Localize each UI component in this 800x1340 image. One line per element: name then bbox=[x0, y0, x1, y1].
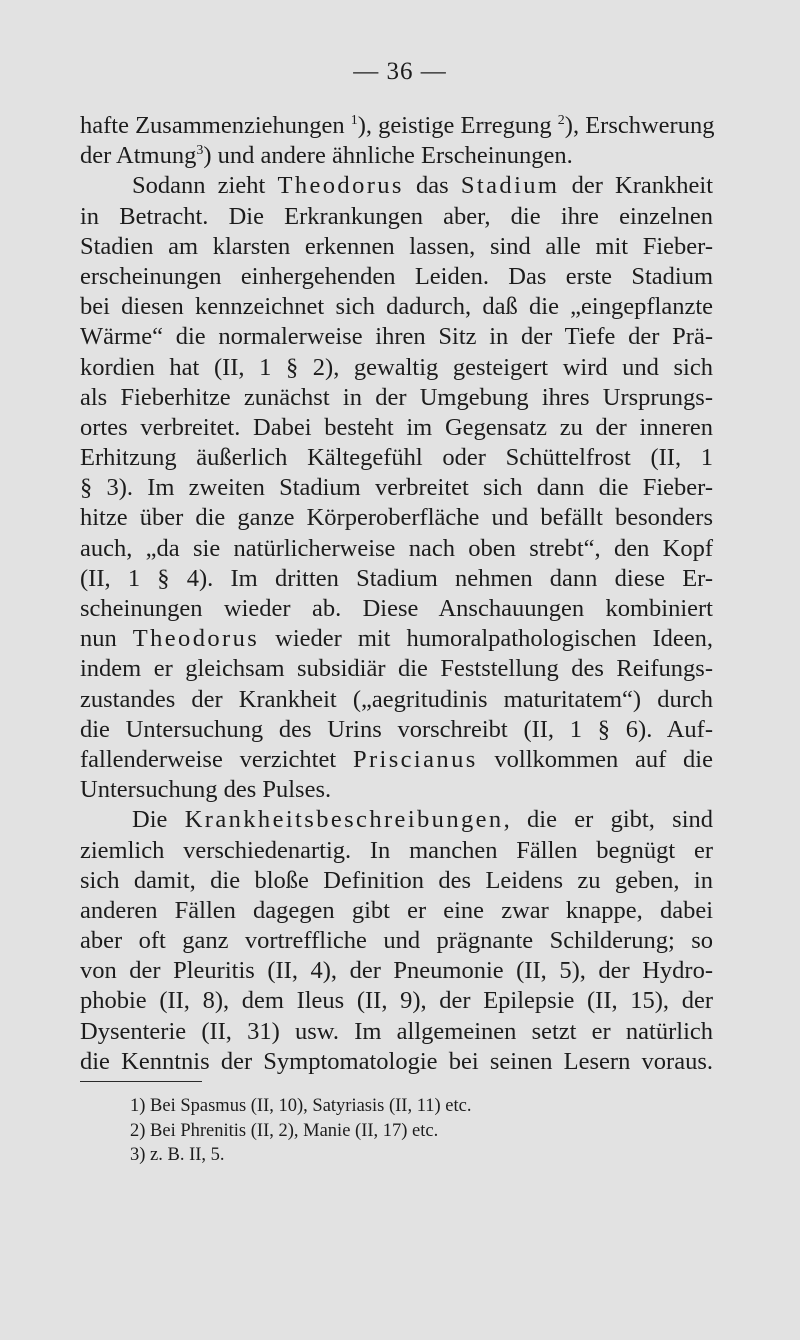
footnote-marker: 1 bbox=[350, 113, 358, 128]
text-line: Die Krankheitsbeschreibungen, die er gibt, sind bbox=[132, 806, 714, 834]
text-line: die Untersuchung des Urins vorschreibt (II, 1 § 6). Auf- bbox=[80, 715, 713, 743]
footnote: 3) z. B. II, 5. bbox=[130, 1145, 225, 1165]
body-text bbox=[80, 111, 713, 1077]
text-line: Erhitzung äußerlich Kältegefühl oder Schüttelfrost (II, 1 bbox=[80, 444, 713, 472]
footnote-marker: 3 bbox=[196, 143, 204, 159]
text-line: Dysenterie (II, 31) usw. Im allgemeinen setzt er natürlich bbox=[80, 1017, 713, 1045]
text-line: Untersuchung des Pulses. bbox=[80, 776, 332, 804]
page-number: — 36 — bbox=[353, 58, 447, 85]
text-line: hitze über die ganze Körperoberfläche und befällt besonders bbox=[80, 504, 713, 532]
text-line: zustandes der Krankheit („aegritudinis maturitatem“) durch bbox=[80, 685, 713, 713]
text-line: aber oft ganz vortreffliche und prägnante Schilderung; so bbox=[80, 927, 713, 955]
text-line: kordien hat (II, 1 § 2), gewaltig gesteigert wird und sich bbox=[80, 353, 713, 381]
text-line: als Fieberhitze zunächst in der Umgebung ihres Ursprungs- bbox=[80, 383, 713, 411]
text-line: der Atmung$^3$) und andere ähnliche Erscheinungen. bbox=[80, 142, 573, 170]
text-line: (II, 1 § 4). Im dritten Stadium nehmen dann diese Er- bbox=[80, 564, 713, 592]
spaced-name: Stadium bbox=[460, 172, 560, 200]
text-line: ortes verbreitet. Dabei besteht im Gegensatz zu der inneren bbox=[80, 413, 713, 441]
text-line: phobie (II, 8), dem Ileus (II, 9), der Epilepsie (II, 15), der bbox=[80, 987, 713, 1015]
spaced-name: Theodorus bbox=[132, 625, 260, 653]
text-line: indem er gleichsam subsidiär die Feststellung des Reifungs- bbox=[80, 655, 713, 683]
text-line: Stadien am klarsten erkennen lassen, sind alle mit Fieber- bbox=[80, 232, 713, 260]
footnote-marker: 2 bbox=[557, 113, 565, 128]
text-line: in Betracht. Die Erkrankungen aber, die ihre einzelnen bbox=[80, 202, 713, 230]
footnote: 2) Bei Phrenitis (II, 2), Manie (II, 17) etc. bbox=[130, 1120, 439, 1141]
text-line: § 3). Im zweiten Stadium verbreitet sich dann die Fieber- bbox=[80, 474, 713, 502]
spaced-name: Priscianus bbox=[352, 745, 478, 773]
text-line: hafte Zusammenziehungen $^1$), geistige Erregung $^2$), Erschwerung bbox=[80, 112, 715, 139]
text-line: Wärme“ die normalerweise ihren Sitz in der Tiefe der Prä- bbox=[80, 323, 713, 351]
text-line: Sodann zieht Theodorus das Stadium der Krankheit bbox=[132, 172, 713, 200]
footnotes bbox=[130, 1094, 472, 1168]
footnote: 1) Bei Spasmus (II, 10), Satyriasis (II, 11) etc. bbox=[130, 1096, 472, 1116]
text-line: sich damit, die bloße Definition des Leidens zu geben, in bbox=[80, 866, 713, 894]
spaced-name: Krankheitsbeschreibungen bbox=[184, 806, 504, 834]
text-line: ziemlich verschiedenartig. In manchen Fällen begnügt er bbox=[80, 836, 713, 864]
text-line: auch, „da sie natürlicherweise nach oben strebt“, den Kopf bbox=[80, 534, 713, 562]
text-line: bei diesen kennzeichnet sich dadurch, daß die „eingepflanzte bbox=[80, 293, 713, 321]
text-line: von der Pleuritis (II, 4), der Pneumonie (II, 5), der Hydro- bbox=[80, 957, 713, 985]
text-line: erscheinungen einhergehenden Leiden. Das erste Stadium bbox=[80, 262, 713, 290]
text-line: nun Theodorus wieder mit humoralpathologischen Ideen, bbox=[80, 625, 714, 653]
text-line: anderen Fällen dagegen gibt er eine zwar knappe, dabei bbox=[80, 896, 713, 924]
text-line: scheinungen wieder ab. Diese Anschauungen kombiniert bbox=[80, 595, 713, 622]
text-line: fallenderweise verzichtet Priscianus vollkommen auf die bbox=[80, 745, 713, 773]
spaced-name: Theodorus bbox=[277, 172, 404, 200]
footnote-divider bbox=[80, 1081, 202, 1082]
text-line: die Kenntnis der Symptomatologie bei seinen Lesern voraus. bbox=[80, 1047, 713, 1075]
